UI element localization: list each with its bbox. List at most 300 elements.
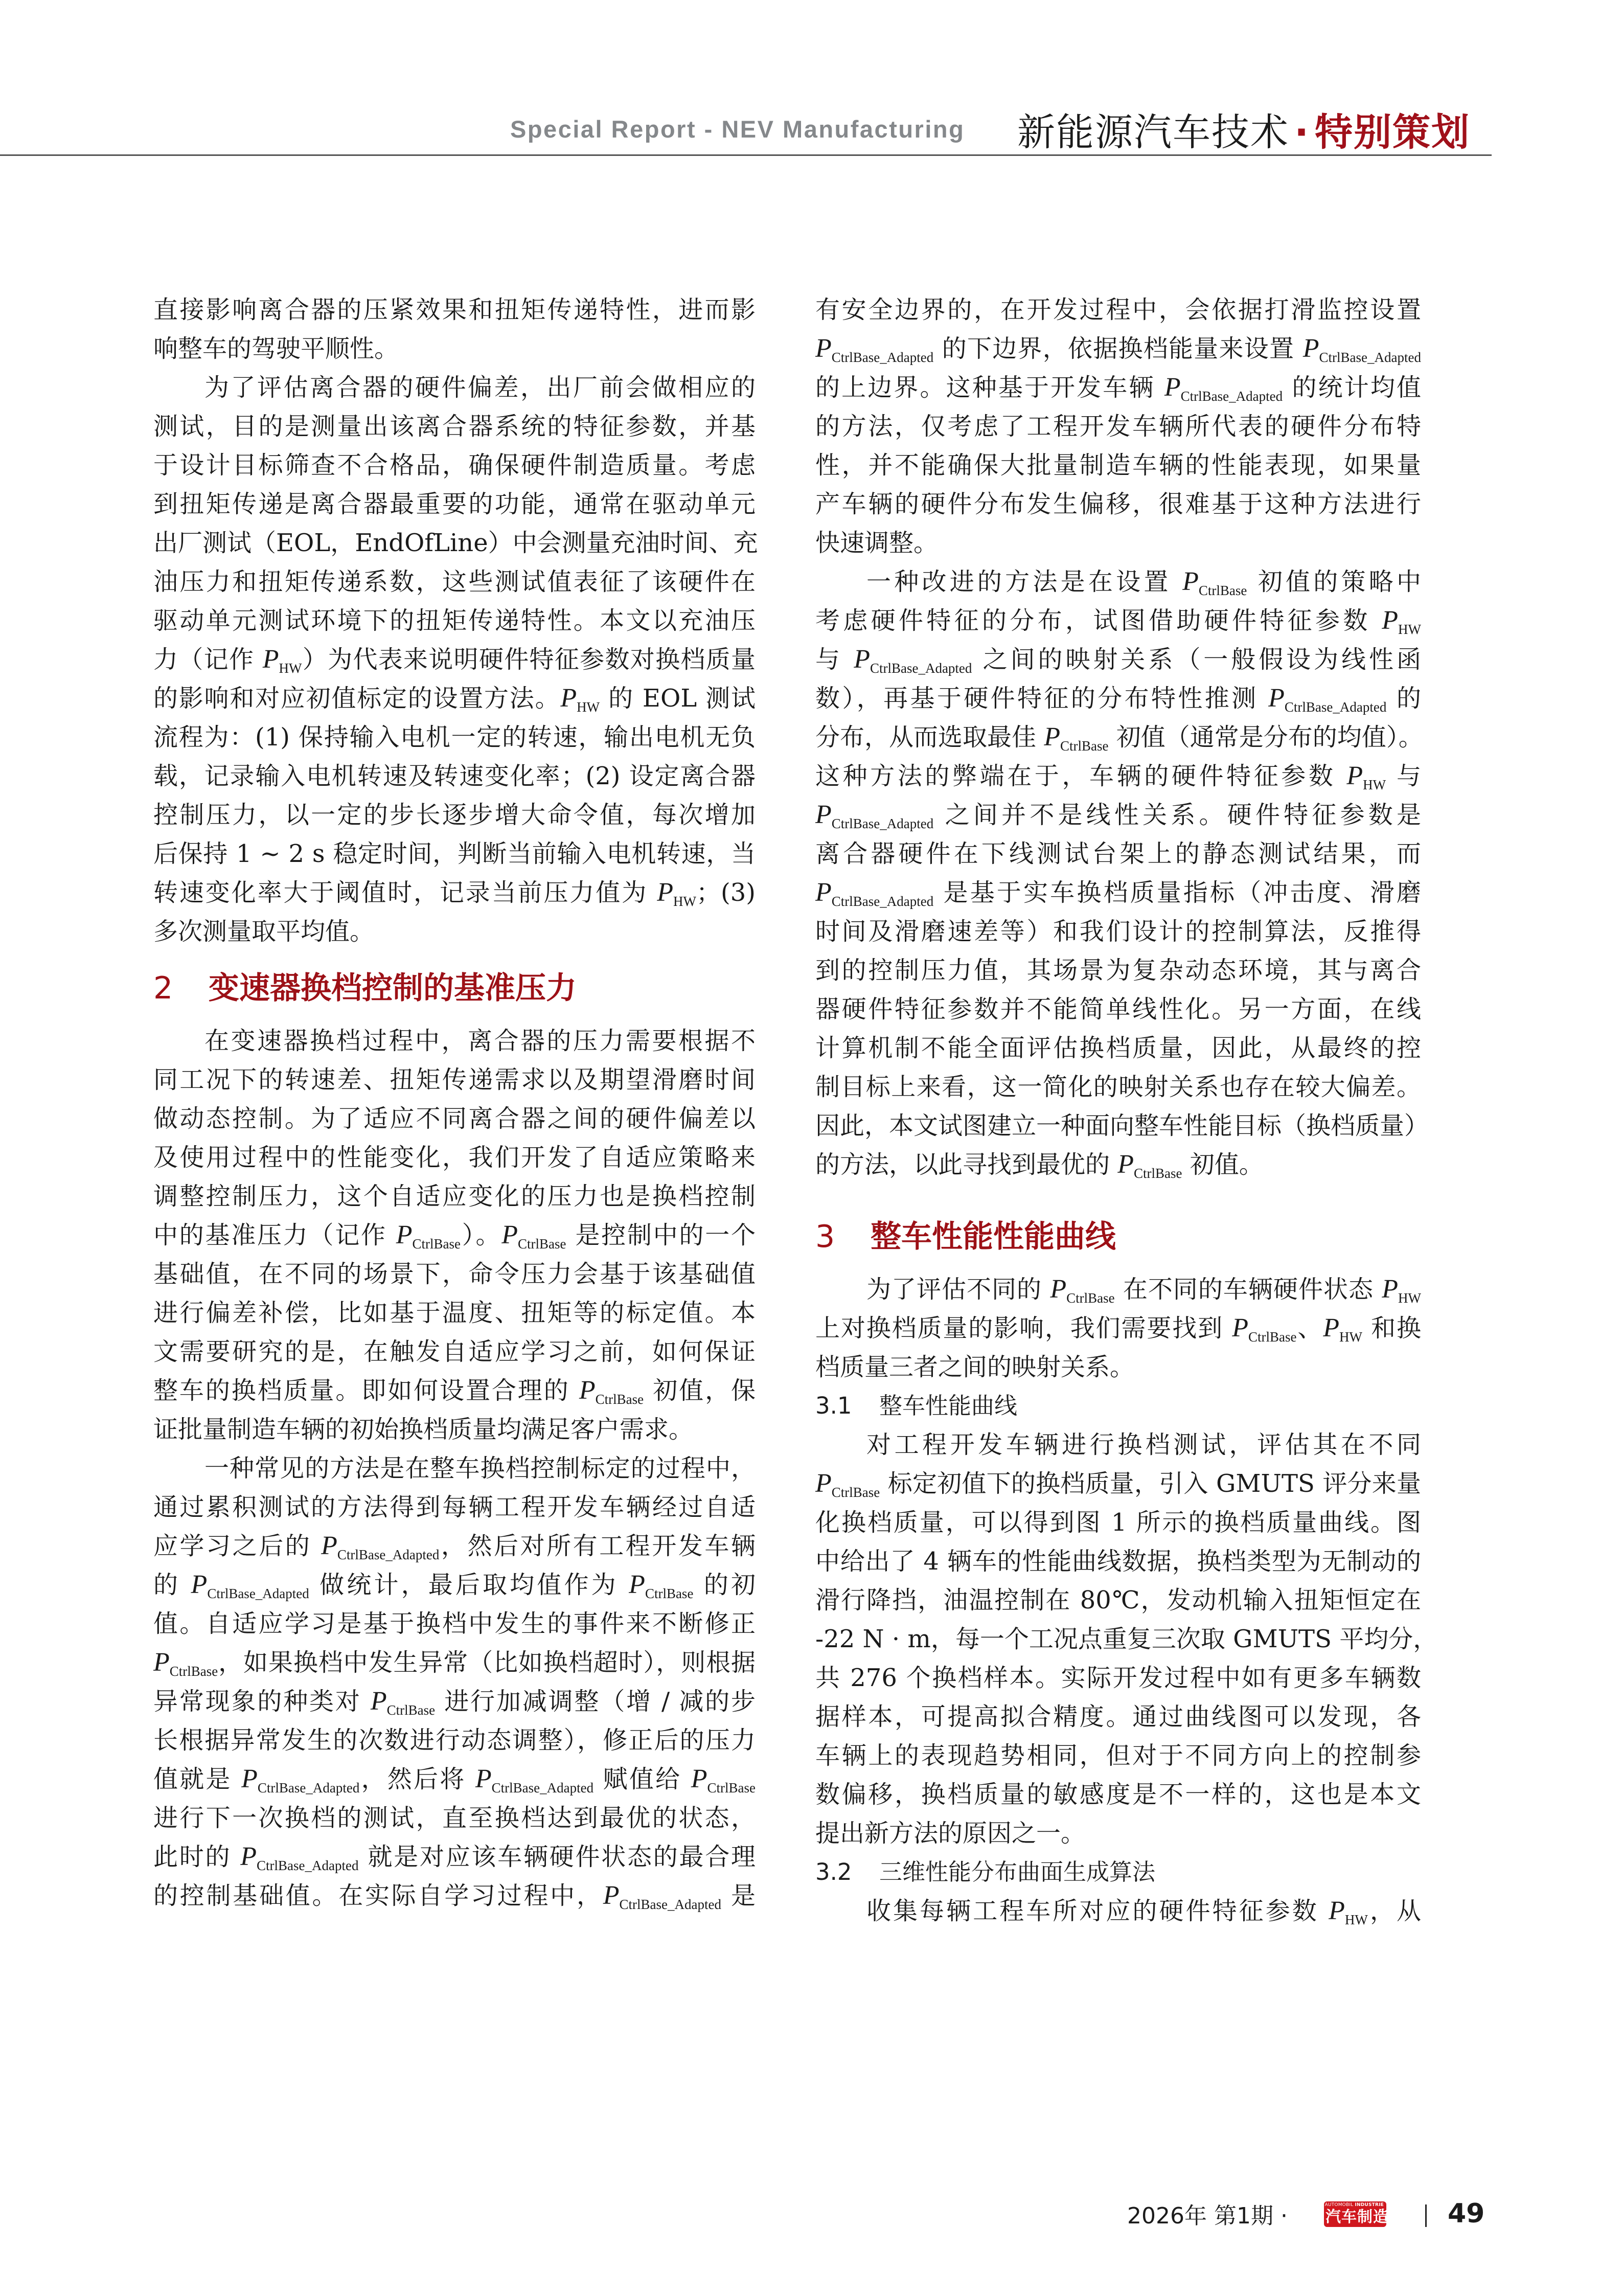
text-run: -22 N · m，每一个工况点重复三次取 GMUTS 平均分， (815, 1625, 1438, 1653)
text-line (153, 1488, 756, 1527)
text-run: 一种改进的方法是在设置 (866, 567, 1183, 596)
text-line (815, 1814, 1421, 1853)
text-line (153, 1682, 756, 1721)
math-subscript: HW (1398, 1290, 1421, 1306)
header-rule (0, 154, 1492, 156)
text-run: 的影响和对应初值标定的设置方法。 (153, 684, 561, 713)
text-run: 到扭矩传递是离合器最重要的功能，通常在驱动单元 (153, 490, 756, 518)
text-run: 值。自适应学习是基于换档中发生的事件来不断修正 (153, 1609, 756, 1638)
math-subscript: CtrlBase (1066, 1290, 1115, 1306)
math-symbol (396, 1220, 461, 1252)
math-variable: P (1346, 761, 1363, 790)
text-line (815, 1581, 1421, 1620)
section-number: 3 (815, 1219, 835, 1255)
text-line (815, 679, 1421, 718)
text-run: 调整控制压力，这个自适应变化的压力也是换档控制 (153, 1182, 756, 1211)
text-run: 的 (1386, 684, 1421, 713)
math-symbol (1232, 1314, 1296, 1343)
text-run: ，如果换档中发生异常（比如换档超时），则根据 (218, 1648, 756, 1677)
text-run: 制目标上来看，这一简化的映射关系也存在较大偏差。 (815, 1073, 1421, 1101)
text-run: 器硬件特征参数并不能简单线性化。另一方面，在线 (815, 995, 1421, 1024)
math-subscript: CtrlBase_Adapted (207, 1586, 309, 1601)
math-subscript: HW (1339, 1329, 1362, 1345)
text-line (153, 368, 756, 407)
header-separator: · (1294, 110, 1310, 154)
text-line (153, 601, 756, 640)
text-line (153, 1799, 756, 1837)
math-variable: P (396, 1220, 413, 1249)
text-run: 转速变化率大于阈值时，记录当前压力值为 (153, 878, 657, 907)
text-run: 与 (815, 645, 854, 674)
math-variable: P (815, 878, 832, 907)
math-symbol (815, 1469, 880, 1498)
math-subscript: CtrlBase (707, 1780, 756, 1795)
math-symbol (1303, 334, 1421, 363)
math-subscript: CtrlBase_Adapted (831, 894, 934, 909)
text-run: 提出新方法的原因之一。 (815, 1819, 1086, 1848)
text-line (815, 795, 1421, 834)
math-subscript: CtrlBase (412, 1236, 461, 1252)
math-symbol (815, 801, 933, 829)
subsection-number: 3.2 (815, 1858, 852, 1885)
math-subscript: CtrlBase_Adapted (491, 1780, 594, 1795)
math-symbol (240, 1843, 358, 1871)
text-line (815, 485, 1421, 524)
math-symbol (815, 334, 933, 363)
text-run: 响整车的驾驶平顺性。 (153, 334, 399, 363)
text-line (815, 718, 1421, 757)
text-line (815, 1542, 1421, 1581)
math-symbol (321, 1532, 439, 1560)
subsection-heading-3-1 (815, 1386, 1421, 1425)
text-run: 共 276 个换档样本。实际开发过程中如有更多车辆数 (815, 1664, 1421, 1692)
math-symbol (371, 1687, 435, 1716)
text-line (815, 1145, 1421, 1184)
math-symbol (263, 645, 302, 674)
text-line (153, 1565, 756, 1604)
math-symbol (1268, 684, 1386, 713)
text-line (153, 757, 756, 795)
text-run: ；(3) (696, 878, 756, 907)
text-run: 之间的映射关系（一般假设为线性函 (972, 645, 1422, 674)
text-run: 因此，本文试图建立一种面向整车性能目标（换档质量） (815, 1111, 1429, 1140)
text-run: 的方法，仅考虑了工程开发车辆所代表的硬件分布特 (815, 412, 1421, 441)
math-subscript: CtrlBase (831, 1485, 880, 1500)
text-run: 到的控制压力值，其场景为复杂动态环境，其与离合 (815, 956, 1421, 985)
header-feature-label: 特别策划 (1315, 110, 1471, 154)
text-run: 在变速器换档过程中，离合器的压力需要根据不 (204, 1027, 756, 1055)
header-column-name: 新能源汽车技术 (1017, 110, 1289, 154)
section-number: 2 (153, 970, 173, 1006)
subsection-title: 整车性能曲线 (879, 1392, 1018, 1419)
math-symbol (603, 1881, 721, 1910)
text-run: 进行加减调整（增 / 减的步 (435, 1687, 756, 1716)
text-line (815, 407, 1421, 446)
math-variable: P (815, 334, 832, 363)
text-line (815, 1106, 1429, 1145)
text-line (153, 1099, 756, 1138)
text-run: 数偏移，换档质量的敏感度是不一样的，这也是本文 (815, 1780, 1421, 1809)
text-run: 有安全边界的，在开发过程中，会依据打滑监控设置 (815, 295, 1421, 324)
paragraph-block (815, 1892, 1421, 1930)
page-footer (1127, 2197, 1485, 2234)
section-heading-2 (153, 958, 756, 1018)
math-subscript: CtrlBase (518, 1236, 566, 1252)
math-variable: P (153, 1648, 170, 1677)
text-run: 初值。 (1182, 1150, 1264, 1179)
text-run: 上对换档质量的影响，我们需要找到 (815, 1314, 1232, 1343)
text-line (815, 1892, 1421, 1930)
text-line (815, 1348, 1421, 1386)
text-line (153, 718, 756, 757)
text-line (153, 640, 756, 679)
text-line (153, 1216, 756, 1255)
math-variable: P (1050, 1275, 1067, 1304)
math-subscript: CtrlBase_Adapted (619, 1897, 721, 1912)
math-symbol (579, 1376, 644, 1405)
math-subscript: CtrlBase_Adapted (337, 1547, 440, 1562)
subsection-title: 三维性能分布曲面生成算法 (879, 1858, 1156, 1885)
text-line (153, 407, 756, 446)
text-line (153, 1410, 756, 1449)
math-variable: P (560, 684, 577, 713)
text-line (153, 679, 756, 718)
text-run: 考虑硬件特征的分布，试图借助硬件特征参数 (815, 606, 1382, 635)
text-line (815, 329, 1421, 368)
math-subscript: CtrlBase (386, 1702, 436, 1718)
text-run: 分布，从而选取最佳 (815, 723, 1044, 752)
text-run: 为了评估离合器的硬件偏差，出厂前会做相应的 (204, 373, 756, 402)
text-line (815, 446, 1421, 485)
math-symbol (1323, 1314, 1362, 1343)
text-run: 对工程开发车辆进行换档测试，评估其在不同 (866, 1430, 1421, 1459)
text-run: 档质量三者之间的映射关系。 (815, 1353, 1135, 1381)
text-run: ）为代表来说明硬件特征参数对换档质量 (302, 645, 756, 674)
text-line (153, 1760, 756, 1799)
text-run: 的统计均值 (1283, 373, 1421, 402)
text-run: 的下边界，依据换档能量来设置 (933, 334, 1303, 363)
text-line (815, 290, 1421, 329)
text-line (153, 1021, 756, 1060)
right-column (815, 290, 1438, 1930)
text-line (815, 562, 1421, 601)
math-variable: P (629, 1570, 645, 1599)
text-run: 油压力和扭矩传递系数，这些测试值表征了该硬件在 (153, 567, 756, 596)
text-run: 标定初值下的换档质量，引入 GMUTS 评分来量 (880, 1469, 1421, 1498)
text-line (153, 485, 756, 524)
math-variable: P (854, 645, 870, 674)
text-run: ，从 (1367, 1897, 1421, 1925)
text-line (153, 1721, 756, 1760)
text-line (815, 951, 1421, 990)
text-run: 是基于实车换档质量指标（冲击度、滑磨 (933, 878, 1421, 907)
math-symbol (629, 1571, 693, 1599)
math-symbol (815, 878, 933, 907)
text-line (815, 601, 1421, 640)
text-line (153, 290, 756, 329)
section-heading-3 (815, 1207, 1421, 1267)
text-line (153, 329, 756, 368)
text-line (153, 1604, 756, 1643)
text-line (153, 1643, 756, 1682)
text-line (153, 1255, 756, 1293)
math-subscript: HW (1363, 777, 1386, 792)
text-run: 在不同的车辆硬件状态 (1114, 1275, 1382, 1304)
text-run: 基础值，在不同的场景下，命令压力会基于该基础值 (153, 1260, 756, 1288)
text-run: 的方法，以此寻找到最优的 (815, 1150, 1118, 1179)
math-variable: P (475, 1764, 492, 1793)
text-line (815, 1270, 1421, 1309)
text-run: 与 (1386, 762, 1421, 790)
text-run: 之间并不是线性关系。硬件特征参数是 (933, 801, 1421, 829)
text-line (153, 1332, 756, 1371)
math-variable: P (657, 878, 674, 907)
math-variable: P (1182, 567, 1199, 596)
text-line (815, 640, 1421, 679)
math-subscript: CtrlBase (645, 1586, 694, 1601)
math-symbol (560, 684, 600, 713)
math-subscript: CtrlBase_Adapted (831, 816, 934, 831)
text-run: 载，记录输入电机转速及转速变化率；(2) 设定离合器 (153, 762, 756, 790)
text-run: ，然后将 (359, 1765, 475, 1793)
text-line (815, 757, 1421, 795)
paragraph-block (815, 290, 1429, 1184)
text-run: 时间及滑磨速差等）和我们设计的控制算法，反推得 (815, 917, 1421, 946)
text-run: 的 EOL 测试 (600, 684, 756, 713)
text-run: 快速调整。 (815, 529, 939, 557)
text-run: 和换 (1362, 1314, 1421, 1343)
page-number: 49 (1448, 2198, 1485, 2229)
text-run: 的上边界。这种基于开发车辆 (815, 373, 1164, 402)
text-line (153, 1060, 756, 1099)
math-subscript: CtrlBase (595, 1392, 644, 1407)
text-run: 测试，目的是测量出该离合器系统的特征参数，并基 (153, 412, 756, 441)
text-line (815, 1067, 1421, 1106)
text-line (815, 834, 1421, 873)
math-subscript: CtrlBase_Adapted (257, 1780, 360, 1795)
text-run: 及使用过程中的性能变化，我们开发了自适应策略来 (153, 1143, 756, 1172)
text-run: 做统计，最后取均值作为 (309, 1571, 629, 1599)
math-variable: P (603, 1881, 620, 1910)
section-title: 整车性能性能曲线 (871, 1219, 1116, 1255)
text-run: 证批量制造车辆的初始换档质量均满足客户需求。 (153, 1415, 694, 1444)
text-run: 化换档质量，可以得到图 1 所示的换档质量曲线。图 (815, 1508, 1421, 1537)
math-symbol (475, 1765, 593, 1793)
text-run: 控制压力，以一定的步长逐步增大命令值，每次增加 (153, 801, 756, 829)
math-symbol (657, 878, 696, 907)
text-line (153, 1371, 756, 1410)
text-line (815, 873, 1421, 912)
text-run: 此时的 (153, 1843, 241, 1871)
math-subscript: CtrlBase_Adapted (831, 350, 934, 365)
text-run: 的控制基础值。在实际自学习过程中， (153, 1881, 603, 1910)
header-section-english: Special Report - NEV Manufacturing (510, 116, 965, 143)
text-run: 初值的策略中 (1247, 567, 1421, 596)
text-line (815, 1425, 1421, 1464)
magazine-logo (1324, 2201, 1405, 2227)
math-subscript: CtrlBase (1198, 583, 1247, 598)
math-variable: P (321, 1531, 337, 1560)
text-run: 这种方法的弊端在于，车辆的硬件特征参数 (815, 762, 1347, 790)
math-variable: P (691, 1764, 707, 1793)
logo-en-bold: INDUSTRIE (1355, 2202, 1384, 2208)
text-run: 初值（通常是分布的均值）。 (1108, 723, 1423, 752)
logo-chinese-text: 汽车制造业 (1325, 2208, 1405, 2226)
text-run: 后保持 1 ~ 2 s 稳定时间，判断当前输入电机转速，当 (153, 839, 756, 868)
logo-en-light: AUTOMOBIL (1324, 2202, 1355, 2208)
text-run: 计算机制不能全面评估换档质量，因此，从最终的控 (815, 1034, 1421, 1062)
text-run: 力（记作 (153, 645, 263, 674)
math-symbol (1164, 373, 1283, 402)
text-run: 就是对应该车辆硬件状态的最合理 (358, 1843, 756, 1871)
text-run: 离合器硬件在下线测试台架上的静态测试结果，而 (815, 839, 1421, 868)
math-subscript: HW (577, 699, 600, 715)
math-symbol (1382, 1275, 1421, 1304)
math-subscript: CtrlBase (169, 1664, 218, 1679)
text-line (815, 912, 1421, 951)
text-run: 为了评估不同的 (866, 1275, 1050, 1304)
text-run: 进行下一次换档的测试，直至换档达到最优的状态， (153, 1804, 756, 1832)
math-symbol (501, 1220, 566, 1252)
text-line (153, 834, 756, 873)
text-line (815, 1775, 1421, 1814)
text-line (153, 912, 756, 951)
math-variable: P (240, 1842, 257, 1871)
text-line (815, 1697, 1421, 1736)
text-run: 中的基准压力（记作 (153, 1221, 396, 1249)
math-symbol (1044, 723, 1108, 752)
text-line (815, 1029, 1421, 1067)
text-line (153, 524, 756, 562)
math-subscript: CtrlBase (1060, 738, 1109, 754)
text-run: 同工况下的转速差、扭矩传递需求以及期望滑磨时间 (153, 1065, 756, 1094)
text-run: 整车的换档质量。即如何设置合理的 (153, 1376, 579, 1405)
text-run: 初值，保 (644, 1376, 756, 1405)
text-line (815, 524, 1421, 562)
text-run: 应学习之后的 (153, 1532, 322, 1560)
math-variable: P (262, 645, 279, 674)
text-line (153, 1138, 756, 1177)
paragraph-block (153, 1021, 756, 1915)
paragraph-block (153, 290, 756, 951)
text-run: 流程为：(1) 保持输入电机一定的转速，输出电机无负 (153, 723, 756, 752)
math-variable: P (815, 800, 832, 829)
math-variable: P (1268, 684, 1285, 713)
math-variable: P (241, 1764, 258, 1793)
math-variable: P (1044, 722, 1061, 752)
text-line (153, 1837, 756, 1876)
math-symbol (1382, 606, 1421, 635)
math-symbol (1329, 1897, 1368, 1925)
section-title: 变速器换档控制的基准压力 (209, 970, 577, 1006)
math-variable: P (1302, 334, 1319, 363)
math-variable: P (1329, 1896, 1345, 1925)
text-run: 直接影响离合器的压紧效果和扭矩传递特性，进而影 (153, 295, 756, 324)
text-line (153, 1449, 756, 1488)
text-line (815, 1620, 1438, 1658)
left-column (153, 290, 756, 1915)
math-subscript: CtrlBase (1248, 1329, 1297, 1345)
text-run: 数），再基于硬件特征的分布特性推测 (815, 684, 1269, 713)
math-symbol (1117, 1150, 1182, 1179)
math-subscript: CtrlBase_Adapted (870, 661, 972, 676)
math-subscript: CtrlBase_Adapted (1284, 699, 1387, 715)
math-symbol (153, 1648, 218, 1677)
math-symbol (191, 1571, 309, 1599)
math-symbol (691, 1765, 756, 1793)
math-subscript: CtrlBase_Adapted (1180, 389, 1283, 404)
text-run: 车辆上的表现趋势相同，但对于不同方向上的控制参 (815, 1741, 1421, 1770)
text-run: 值就是 (153, 1765, 242, 1793)
text-line (153, 562, 756, 601)
text-run: 是 (721, 1881, 756, 1910)
text-line (815, 1309, 1421, 1348)
paragraph-block (815, 1270, 1421, 1386)
text-run: 一种常见的方法是在整车换档控制标定的过程中， (204, 1454, 756, 1483)
math-variable: P (1232, 1313, 1248, 1343)
text-run: 赋值给 (593, 1765, 691, 1793)
math-variable: P (1382, 1275, 1399, 1304)
logo-english-text (1325, 2202, 1384, 2208)
text-run: 滑行降挡，油温控制在 80℃，发动机输入扭矩恒定在 (815, 1586, 1421, 1615)
text-run: 多次测量取平均值。 (153, 917, 375, 946)
math-symbol (241, 1765, 359, 1793)
math-variable: P (579, 1376, 596, 1405)
text-line (153, 795, 756, 834)
text-line (815, 368, 1421, 407)
text-run: 做动态控制。为了适应不同离合器之间的硬件偏差以 (153, 1104, 756, 1133)
math-subscript: HW (673, 894, 696, 909)
text-line (815, 990, 1421, 1029)
math-variable: P (1117, 1150, 1134, 1179)
text-run: 性，并不能确保大批量制造车辆的性能表现，如果量 (815, 451, 1421, 480)
math-symbol (1346, 762, 1386, 790)
math-subscript: HW (1398, 622, 1421, 637)
text-line (815, 1658, 1421, 1697)
text-run: 出厂测试（EOL，EndOfLine）中会测量充油时间、充 (153, 529, 758, 557)
text-run: ）。 (461, 1221, 502, 1249)
text-line (153, 1293, 756, 1332)
text-line (153, 446, 756, 485)
math-variable: P (1323, 1313, 1339, 1343)
math-subscript: HW (279, 661, 302, 676)
math-variable: P (191, 1570, 208, 1599)
math-subscript: CtrlBase_Adapted (1319, 350, 1421, 365)
text-line (815, 1736, 1421, 1775)
text-run: ，然后对所有工程开发车辆 (439, 1532, 756, 1560)
text-run: 进行偏差补偿，比如基于温度、扭矩等的标定值。本 (153, 1299, 756, 1327)
text-run: 收集每辆工程车所对应的硬件特征参数 (866, 1897, 1329, 1925)
math-variable: P (501, 1220, 518, 1249)
math-symbol (1182, 567, 1247, 596)
text-line (153, 873, 756, 912)
footer-divider (1425, 2204, 1427, 2227)
subsection-heading-3-2 (815, 1853, 1421, 1892)
math-variable: P (1164, 373, 1181, 402)
header-column-title (1017, 102, 1470, 156)
text-line (153, 1177, 756, 1216)
text-line (815, 1464, 1421, 1503)
text-run: 据样本，可提高拟合精度。通过曲线图可以发现，各 (815, 1702, 1421, 1731)
text-line (815, 1503, 1421, 1542)
paragraph-block (815, 1425, 1438, 1853)
math-subscript: CtrlBase_Adapted (257, 1858, 359, 1873)
math-symbol (854, 645, 972, 674)
text-run: 于设计目标筛查不合格品，确保硬件制造质量。考虑 (153, 451, 756, 480)
text-line (153, 1876, 756, 1915)
text-run: 是控制中的一个 (566, 1221, 756, 1249)
text-run: 产车辆的硬件分布发生偏移，很难基于这种方法进行 (815, 490, 1421, 518)
